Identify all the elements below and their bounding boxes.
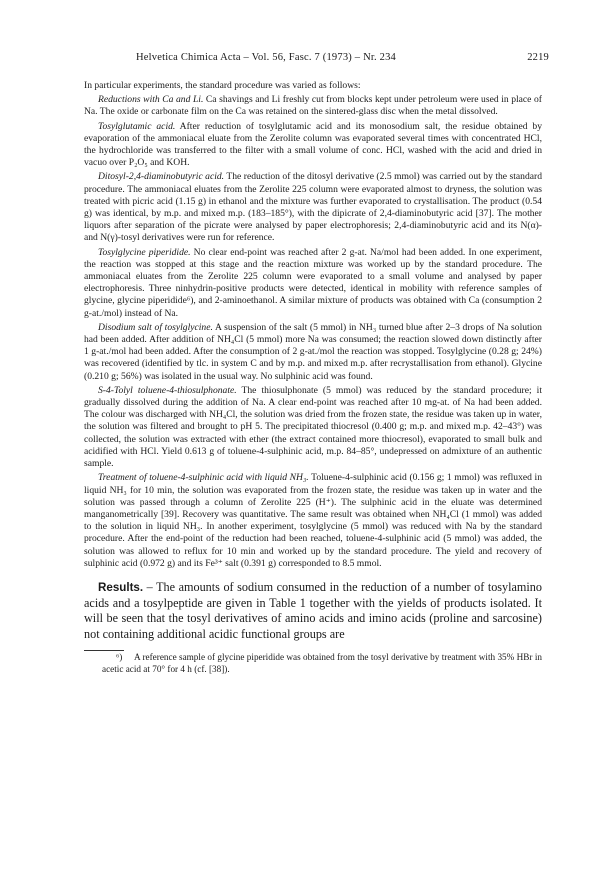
paragraph-title: Treatment of toluene-4-sulphinic acid with liquid NH₃. — [98, 472, 309, 484]
paragraph-sulphinic-acid-nh3 — [84, 472, 542, 570]
paragraph-thiosulphonate — [84, 385, 542, 470]
paragraph-text: No clear end-point was reached after 2 g-at. Na/mol had been added. In one experiment, the reaction was stopped at this stage and the reaction mixture was worked up by the standard procedure. The ammoniacal eluates from the Zerolite 225 column were evaporated to a small volume and analysed by paper electrophoresis. Three ninhydrin-positive products were detected, identical in mobility with reference samples of glycine, glycine piperidide⁶), and 2-aminoethanol. A similar mixture of products was obtained with Ca (consumption 2 g-at./mol) instead of Na. — [84, 246, 543, 319]
footnote — [84, 651, 542, 675]
paragraph-text: The reduction of the ditosyl derivative (2.5 mmol) was carried out by the standard procedure. The ammoniacal eluates from the Zerolite 225 column were evaporated almost to dryness, the solution was treated with picric acid (1.15 g) in ethanol and the mixture was further evaporated to crystallisation. The product (0.54 g) was identical, by m.p. and mixed m.p. (183–185°), with the dipicrate of 2,4-diaminobutyric acid [37]. The mother liquors after separation of the picrate were analysed by paper electrophoresis; 2,4-diaminobutyric acid and its N(α)- and N(γ)-tosyl derivatives were run for reference. — [84, 171, 542, 244]
paragraph-title: Disodium salt of tosylglycine. — [98, 321, 213, 333]
results-heading: Results. — [98, 580, 144, 594]
paragraph-disodium-salt — [84, 322, 542, 383]
paragraph-title: Tosylglycine piperidide. — [98, 246, 191, 258]
footnote-text: A reference sample of glycine piperidide was obtained from the tosyl derivative by treatment with 35% HBr in acetic acid at 70° for 4 h (cf. [38]). — [102, 652, 542, 675]
paragraph-tosylglutamic-acid — [84, 121, 542, 170]
paragraph-reductions-ca-li — [84, 94, 542, 118]
footnote-mark: ⁶) — [116, 652, 123, 663]
paragraph-text: Ca shavings and Li freshly cut from blocks kept under petroleum were used in place of Na. The oxide or carbonate film on the Ca was retained on the sintered-glass disc when the metal dissolved. — [84, 94, 542, 118]
paragraph-title: Tosylglutamic acid. — [98, 120, 176, 132]
paragraph-text: The thiosulphonate (5 mmol) was reduced by the standard procedure; it gradually dissolved during the addition of Na. A clear end-point was reached after 10 mg-at. of Na had been added. The colour was discharged with NH₄Cl, the solution was dried from the frozen state, the residue was taken up in water, the solution was filtered and brought to pH 5. The precipitated thiocresol (0.400 g; m.p. and mixed m.p. 42–43°) was collected, the solution was extracted with ether (the extract contained more thiocresol), evaporated to small bulk and acidified with HCl. Yield 0.613 g of toluene-4-sulphinic acid, m.p. 84–85°, undepressed on admixture of an authentic sample. — [84, 384, 542, 470]
page-number: 2219 — [527, 52, 549, 63]
paragraph-text: A suspension of the salt (5 mmol) in NH₃ turned blue after 2–3 drops of Na solution had been added. After addition of NH₄Cl (5 mmol) more Na was consumed; the reaction slowed down distinctly after 1 g-at./mol had been added. After the consumption of 2 g-at./mol the reaction was stopped. Tosylglycine (0.28 g; 24%) was recovered (identified by tlc. in system C and by m.p. and mixed m.p. after recrystallisation from ethanol). Glycine (0.210 g; 56%) was isolated in the usual way. No sulphinic acid was found. — [84, 321, 542, 382]
results-text: – The amounts of sodium consumed in the reduction of a number of tosylamino acids and a tosylpeptide are given in Table 1 together with the yields of products isolated. It will be seen that the tosyl derivatives of amino acids and imino acids (proline and sarcosine) not containing additional acidic functional groups are — [84, 579, 542, 641]
paragraph-text: After reduction of tosylglutamic acid and its monosodium salt, the residue obtained by evaporation of the ammoniacal eluate from the Zerolite column was evaporated several times with concentrated HCl, the hydrochloride was transferred to the filter with a small volume of conc. HCl, washed with the acid and dried in vacuo over P₂O₅ and KOH. — [84, 120, 542, 169]
paragraph-ditosyl-diaminobutyric — [84, 171, 542, 244]
journal-citation: Helvetica Chimica Acta – Vol. 56, Fasc. 7 (1973) – Nr. 234 — [136, 52, 396, 63]
paragraph-title: S-4-Tolyl toluene-4-thiosulphonate. — [98, 384, 237, 396]
results-section — [84, 580, 542, 642]
intro-line: In particular experiments, the standard procedure was varied as follows: — [84, 80, 361, 91]
paragraph-text: Toluene-4-sulphinic acid (0.156 g; 1 mmol) was refluxed in liquid NH₃ for 10 min, the solution was evaporated from the frozen state, the residue was taken up in water and the solution was passed through a column of Zerolite 225 (H⁺). The sulphinic acid in the eluate was determined manganometrically [39]. Recovery was quantitative. The same result was obtained when NH₄Cl (1 mmol) was added to the solution in liquid NH₃. In another experiment, tosylglycine (5 mmol) was reduced with Na by the standard procedure. After the end-point of the reduction had been reached, toluene-4-sulphinic acid (5 mmol) was added, the solution was allowed to reflux for 10 min and worked up by the standard procedure. The yield and recovery of sulphinic acid (0.972 g) and its Fe³⁺ salt (0.391 g) corresponded to 8.5 mmol. — [84, 472, 543, 569]
paragraph-title: Reductions with Ca and Li. — [98, 94, 204, 106]
paragraph-title: Ditosyl-2,4-diaminobutyric acid. — [98, 171, 225, 183]
article-body — [84, 80, 542, 675]
paragraph-tosylglycine-piperidide — [84, 247, 542, 320]
